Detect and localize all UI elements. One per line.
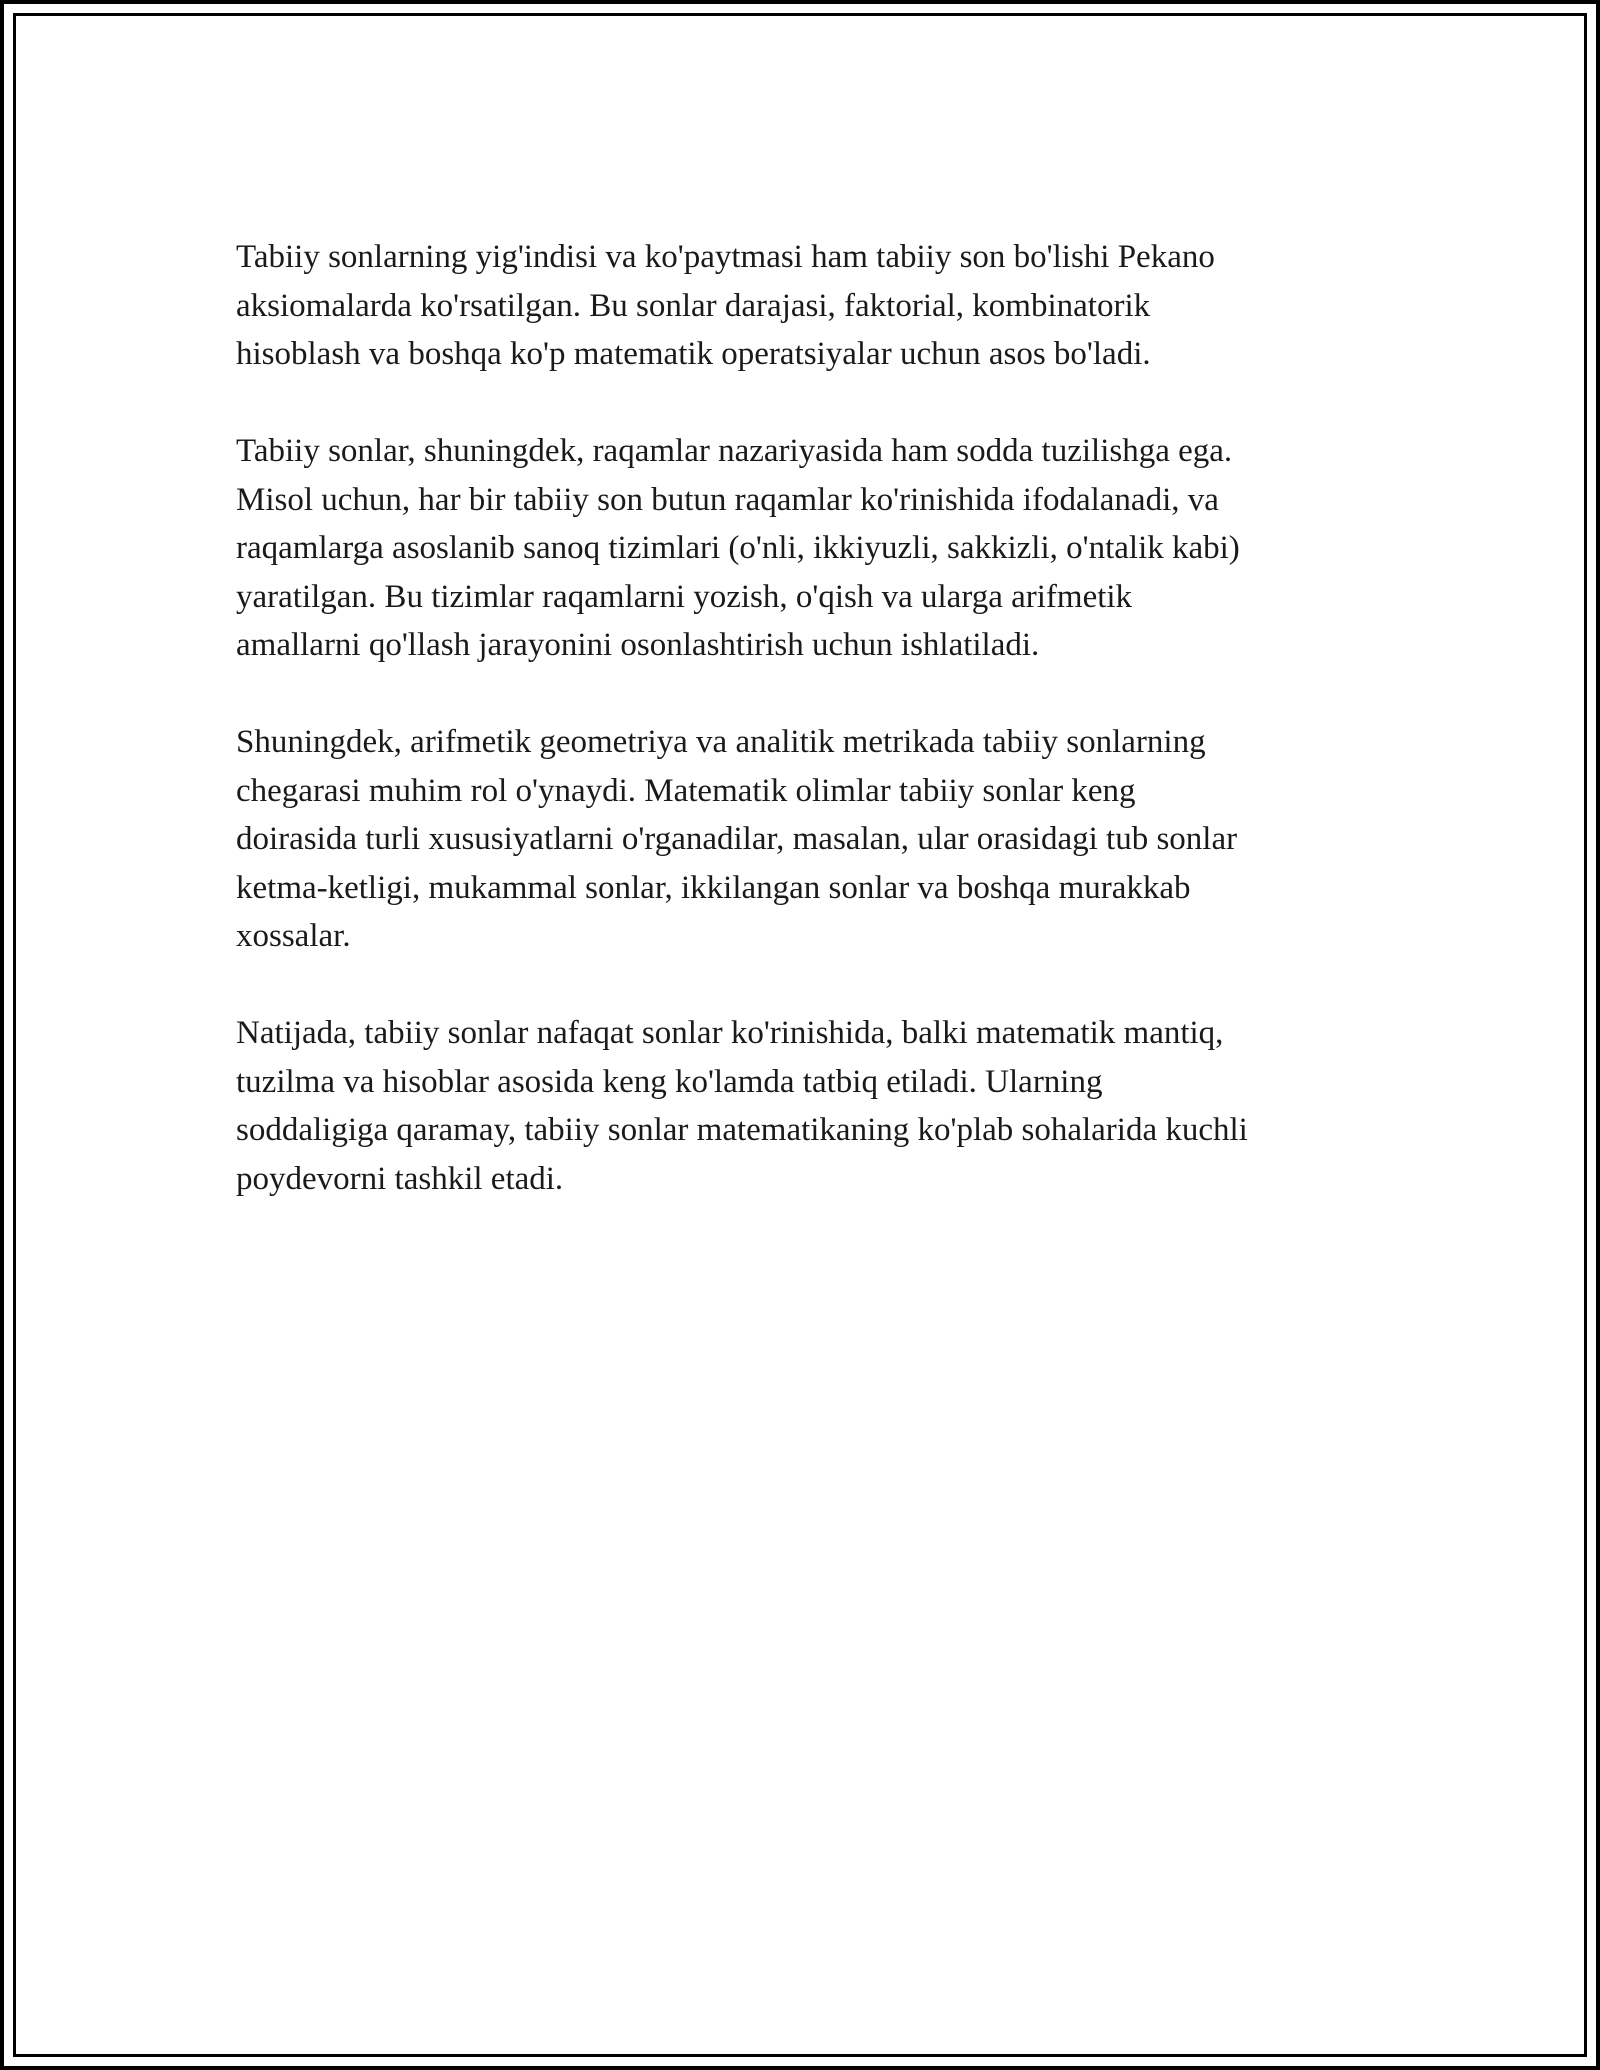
- text-line: chegarasi muhim rol o'ynaydi. Matematik olimlar tabiiy sonlar keng: [236, 772, 1136, 809]
- paragraph-4: [236, 1009, 1396, 1203]
- text-line: doirasida turli xususiyatlarni o'rganadilar, masalan, ular orasidagi tub sonlar: [236, 821, 1238, 857]
- text-line: yaratilgan. Bu tizimlar raqamlarni yozish, o'qish va ularga arifmetik: [236, 578, 1133, 615]
- text-line: hisoblash va boshqa ko'p matematik operatsiyalar uchun asos bo'ladi.: [236, 336, 1151, 372]
- text-line: xossalar.: [236, 918, 351, 954]
- text-line: Natijada, tabiiy sonlar nafaqat sonlar ko'rinishida, balki matematik mantiq,: [236, 1015, 1224, 1051]
- text-line: poydevorni tashkil etadi.: [236, 1160, 564, 1197]
- text-line: Tabiiy sonlar, shuningdek, raqamlar nazariyasida ham sodda tuzilishga ega.: [236, 433, 1233, 469]
- text-line: soddaligiga qaramay, tabiiy sonlar matematikaning ko'plab sohalarida kuchli: [236, 1112, 1248, 1148]
- text-line: raqamlarga asoslanib sanoq tizimlari (o'nli, ikkiyuzli, sakkizli, o'ntalik kabi): [236, 530, 1240, 566]
- text-line: tuzilma va hisoblar asosida keng ko'lamda tatbiq etiladi. Ularning: [236, 1063, 1103, 1100]
- text-line: Shuningdek, arifmetik geometriya va analitik metrikada tabiiy sonlarning: [236, 724, 1206, 760]
- text-line: Misol uchun, har bir tabiiy son butun raqamlar ko'rinishida ifodalanadi, va: [236, 481, 1219, 518]
- paragraph-2: [236, 427, 1396, 670]
- paragraph-1: [236, 233, 1396, 379]
- text-line: aksiomalarda ko'rsatilgan. Bu sonlar darajasi, faktorial, kombinatorik: [236, 287, 1151, 324]
- text-line: Tabiiy sonlarning yig'indisi va ko'paytmasi ham tabiiy son bo'lishi Pekano: [236, 239, 1215, 275]
- text-line: amallarni qo'llash jarayonini osonlashtirish uchun ishlatiladi.: [236, 627, 1040, 663]
- text-line: ketma-ketligi, mukammal sonlar, ikkilangan sonlar va boshqa murakkab: [236, 869, 1191, 906]
- document-body: [236, 233, 1396, 1252]
- paragraph-3: [236, 718, 1396, 961]
